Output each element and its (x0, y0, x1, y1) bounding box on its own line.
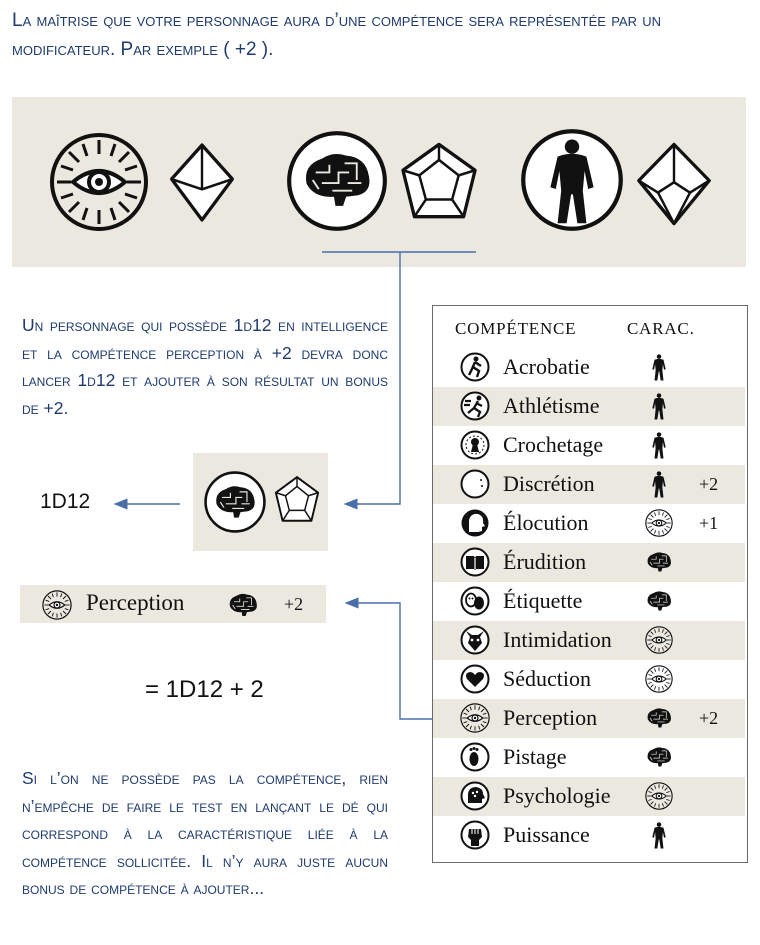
perception-label: Perception (86, 590, 185, 615)
eye-icon (42, 590, 72, 620)
skill-name: Pistage (503, 744, 567, 769)
brain-icon (645, 743, 673, 771)
skill-name: Discrétion (503, 471, 595, 496)
book-icon (460, 547, 490, 577)
eye-icon (645, 782, 673, 810)
skill-name: Élocution (503, 510, 589, 535)
skill-name: Athlétisme (503, 393, 600, 418)
body-silhouette-icon (645, 431, 673, 459)
brain-icon (203, 470, 267, 534)
acrobat-icon (460, 352, 490, 382)
heart-icon (460, 664, 490, 694)
skill-row (433, 699, 745, 738)
intro-paragraph: La maîtrise que votre personnage aura d’une compétence sera représentée par un modificateur. Par exemple ( +2 ). (12, 10, 662, 60)
intelligence-d12-panel (193, 453, 328, 551)
skill-row (433, 348, 745, 387)
skill-name: Perception (503, 705, 598, 730)
demon-icon (460, 625, 490, 655)
skill-row (433, 621, 745, 660)
d12-die-icon (273, 475, 321, 527)
perception-example-row (20, 585, 326, 623)
mind-icon (460, 781, 490, 811)
skill-row (433, 582, 745, 621)
eye-icon (460, 703, 490, 733)
brain-icon (226, 592, 260, 618)
lockpick-icon (460, 430, 490, 460)
skill-bonus: +1 (699, 513, 719, 533)
skill-name: Crochetage (503, 432, 604, 457)
skill-row (433, 660, 745, 699)
masks-icon (460, 586, 490, 616)
skill-row (433, 426, 745, 465)
explanation-paragraph: Un personnage qui possède 1d12 en intelligence et la compétence perception à +2 devra donc lancer 1d12 et ajouter à son résultat un bonus de +2. (22, 315, 388, 418)
eye-icon (645, 665, 673, 693)
skill-name: Étiquette (503, 588, 583, 613)
moon-icon (460, 469, 490, 499)
closing-paragraph: Si l’on ne possède pas la compétence, rien n’empêche de faire le test en lançant le dé qui correspond à la caractéristique liée à la compétence sollicitée. Il n’y aura juste aucun bonus de compétence à ajouter... (22, 768, 388, 898)
skill-row (433, 777, 745, 816)
skill-name: Psychologie (503, 783, 611, 808)
fist-icon (460, 820, 490, 850)
skill-bonus: +2 (699, 708, 719, 728)
head-profile-icon (460, 508, 490, 538)
body-silhouette-icon (645, 392, 673, 420)
eye-icon (645, 626, 673, 654)
footprint-icon (460, 742, 490, 772)
skills-table (432, 305, 748, 863)
skill-name: Intimidation (503, 627, 612, 652)
header-carac: CARAC. (627, 319, 695, 338)
skill-row (433, 465, 745, 504)
skill-bonus: +2 (699, 474, 719, 494)
body-silhouette-icon (645, 470, 673, 498)
brain-icon (645, 587, 673, 615)
header-competence: COMPÉTENCE (455, 319, 577, 338)
formula: = 1D12 + 2 (145, 676, 264, 703)
eye-icon (645, 509, 673, 537)
body-silhouette-icon (645, 353, 673, 381)
skill-row (433, 738, 745, 777)
perception-bonus: +2 (284, 594, 304, 614)
skill-row (433, 387, 745, 426)
skill-row (433, 504, 745, 543)
dice-result-label: 1D12 (40, 490, 91, 513)
skill-name: Puissance (503, 822, 590, 847)
brain-icon (645, 704, 673, 732)
skill-name: Érudition (503, 549, 587, 574)
skill-name: Séduction (503, 666, 591, 691)
skill-name: Acrobatie (503, 354, 590, 379)
body-silhouette-icon (645, 821, 673, 849)
skill-row (433, 816, 745, 855)
skill-row (433, 543, 745, 582)
brain-icon (645, 548, 673, 576)
runner-icon (460, 391, 490, 421)
